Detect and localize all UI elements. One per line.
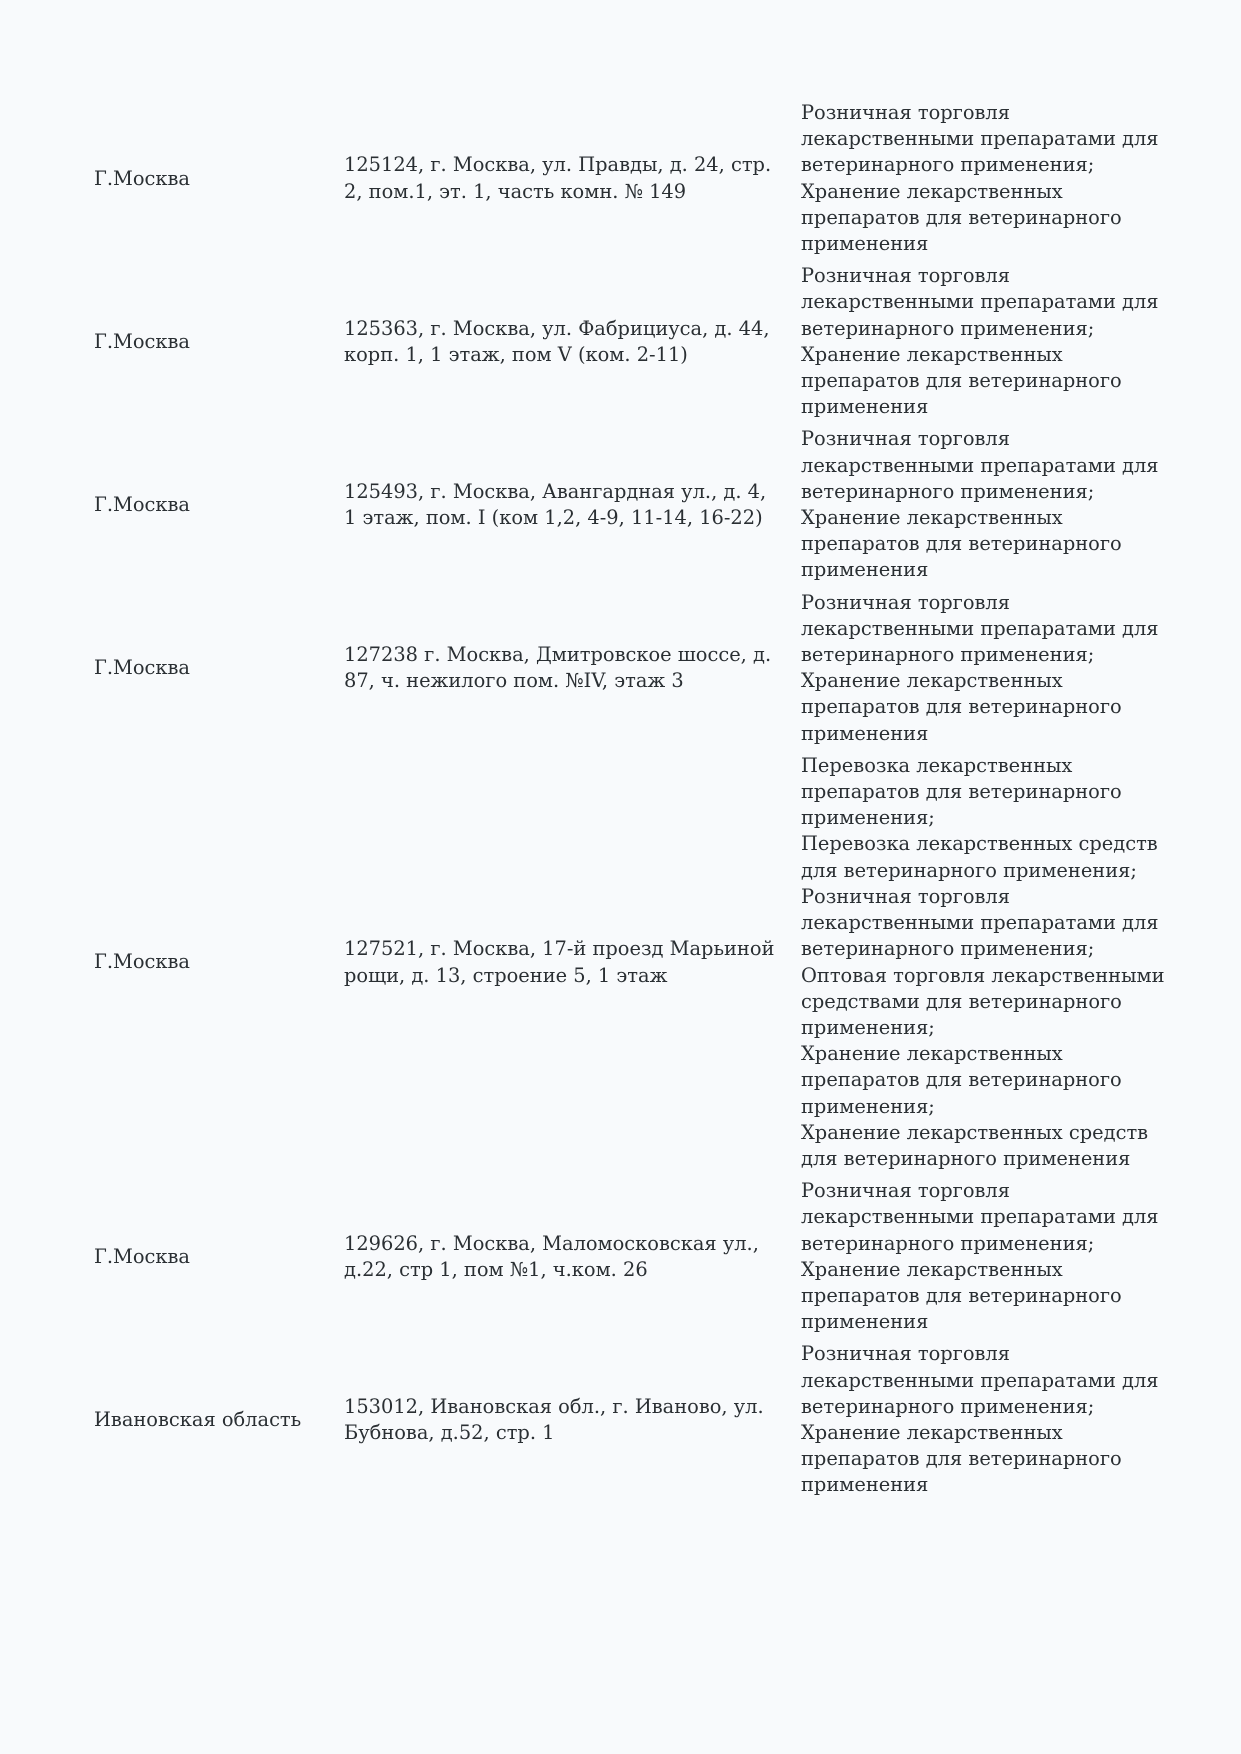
address-cell: 127521, г. Москва, 17-й проезд Марьиной рощи, д. 13, строение 5, 1 этаж	[344, 937, 775, 987]
activity-item: Хранение лекарственных препаратов для ветеринарного применения	[801, 179, 1122, 256]
address-cell: 129626, г. Москва, Маломосковская ул., д.22, стр 1, пом №1, ч.ком. 26	[344, 1231, 759, 1281]
activity-item: Хранение лекарственных препаратов для ветеринарного применения;	[801, 1042, 1122, 1118]
table-row	[85, 97, 1175, 260]
activity-cell	[795, 750, 1175, 1175]
activity-item: Хранение лекарственных препаратов для ветеринарного применения	[801, 342, 1122, 419]
address-cell: 125124, г. Москва, ул. Правды, д. 24, стр. 2, пом.1, эт. 1, часть комн. № 149	[344, 153, 772, 203]
region-cell: Г.Москва	[94, 166, 190, 190]
activity-item: Хранение лекарственных препаратов для ветеринарного применения	[801, 1420, 1122, 1497]
table-row	[85, 750, 1175, 1175]
activity-item: Розничная торговля лекарственными препаратами для ветеринарного применения;	[801, 884, 1159, 961]
licensed-addresses-table	[85, 97, 1175, 1502]
table-row	[85, 1338, 1175, 1501]
address-cell: 125363, г. Москва, ул. Фабрициуса, д. 44, корп. 1, 1 этаж, пом V (ком. 2-11)	[344, 316, 770, 366]
address-cell: 127238 г. Москва, Дмитровское шоссе, д. 87, ч. нежилого пом. №IV, этаж 3	[344, 643, 772, 693]
activity-item: Хранение лекарственных препаратов для ветеринарного применения	[801, 669, 1122, 745]
activity-item: Хранение лекарственных средств для ветеринарного применения	[801, 1120, 1149, 1170]
region-cell: Г.Москва	[94, 950, 190, 974]
activity-item: Хранение лекарственных препаратов для ветеринарного применения	[801, 506, 1122, 582]
region-cell: Г.Москва	[94, 492, 190, 516]
activity-item: Розничная торговля лекарственными препаратами для ветеринарного применения;	[801, 1179, 1159, 1255]
activity-item: Перевозка лекарственных препаратов для ветеринарного применения;	[801, 753, 1122, 830]
region-cell: Г.Москва	[94, 329, 190, 353]
activity-cell	[795, 423, 1175, 586]
activity-item: Хранение лекарственных препаратов для ветеринарного применения	[801, 1257, 1122, 1334]
activity-cell	[795, 1338, 1175, 1501]
activity-item: Перевозка лекарственных средств для ветеринарного применения;	[801, 832, 1158, 882]
activity-cell	[795, 1175, 1175, 1338]
activity-item: Оптовая торговля лекарственными средствами для ветеринарного применения;	[801, 963, 1165, 1039]
activity-item: Розничная торговля лекарственными препаратами для ветеринарного применения;	[801, 101, 1159, 177]
region-cell: Г.Москва	[94, 656, 190, 680]
activity-item: Розничная торговля лекарственными препаратами для ветеринарного применения;	[801, 427, 1159, 503]
activity-item: Розничная торговля лекарственными препаратами для ветеринарного применения;	[801, 590, 1159, 667]
activity-cell	[795, 97, 1175, 260]
activity-item: Розничная торговля лекарственными препаратами для ветеринарного применения;	[801, 1342, 1159, 1418]
activity-cell	[795, 587, 1175, 750]
region-cell: Ивановская область	[94, 1407, 302, 1431]
table-row	[85, 260, 1175, 423]
address-cell: 125493, г. Москва, Авангардная ул., д. 4, 1 этаж, пом. I (ком 1,2, 4-9, 11-14, 16-22)	[344, 479, 767, 530]
activity-cell	[795, 260, 1175, 423]
activity-item: Розничная торговля лекарственными препаратами для ветеринарного применения;	[801, 264, 1159, 340]
table-row	[85, 1175, 1175, 1338]
table-row	[85, 587, 1175, 750]
address-cell: 153012, Ивановская обл., г. Иваново, ул. Бубнова, д.52, стр. 1	[344, 1394, 764, 1444]
table-row	[85, 423, 1175, 586]
region-cell: Г.Москва	[94, 1244, 190, 1268]
